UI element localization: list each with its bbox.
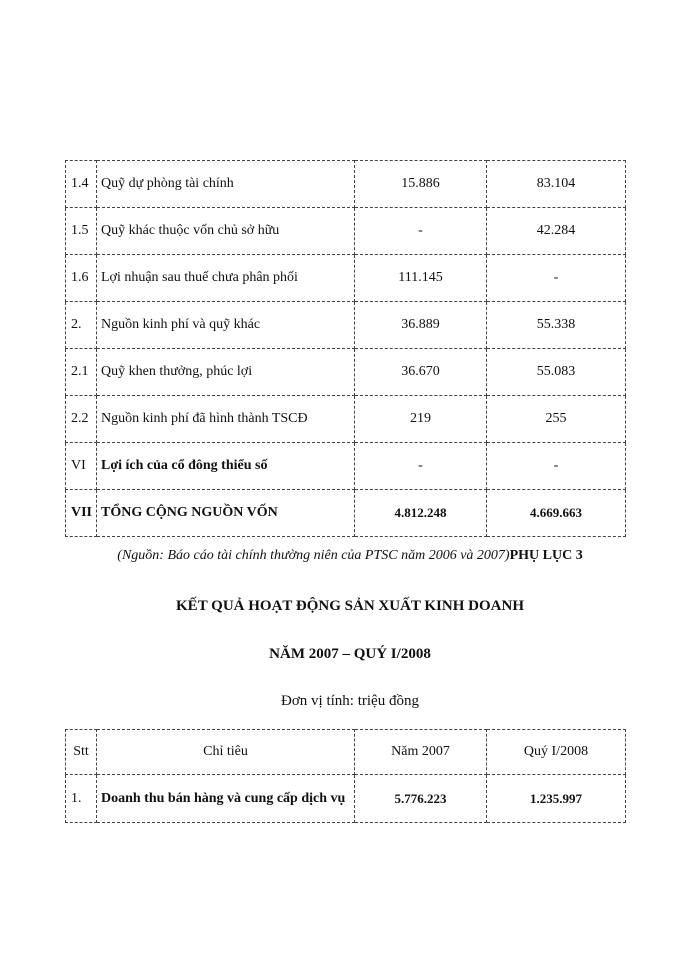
row-label: Doanh thu bán hàng và cung cấp dịch vụ [97,775,355,823]
table-row [66,443,626,490]
appendix-label: PHỤ LỤC 3 [509,548,583,563]
source-note-line [0,548,700,564]
row-value-2006: 219 [355,396,487,443]
row-label: Lợi nhuận sau thuế chưa phân phối [97,255,355,302]
row-stt: 1.4 [66,161,97,208]
header-indicator: Chỉ tiêu [97,730,355,775]
period-title: NĂM 2007 – QUÝ I/2008 [269,646,431,662]
row-value-2006: 36.670 [355,349,487,396]
row-stt: 2.2 [66,396,97,443]
source-note: (Nguồn: Báo cáo tài chính thường niên của PTSC năm 2006 và 2007) [117,548,510,563]
row-value-2007: 55.338 [487,302,626,349]
header-year-2007: Năm 2007 [355,730,487,775]
row-stt: 1. [66,775,97,823]
table-row [66,775,626,823]
table-row [66,349,626,396]
table-row [66,396,626,443]
table-row [66,302,626,349]
row-value-2006: - [355,208,487,255]
table-row [66,255,626,302]
row-value-2007: 255 [487,396,626,443]
section-title: KẾT QUẢ HOẠT ĐỘNG SẢN XUẤT KINH DOANH [176,598,524,614]
row-stt: VII [66,490,97,537]
row-value-2006: 36.889 [355,302,487,349]
table-row-total [66,490,626,537]
row-label: Nguồn kinh phí đã hình thành TSCĐ [97,396,355,443]
capital-sources-table [65,160,626,537]
row-value-2007: 42.284 [487,208,626,255]
row-stt: 2.1 [66,349,97,396]
row-label: Quỹ khác thuộc vốn chủ sở hữu [97,208,355,255]
row-value-q1-2008: 1.235.997 [487,775,626,823]
row-label: Nguồn kinh phí và quỹ khác [97,302,355,349]
row-value-2006: - [355,443,487,490]
table-header-row [66,730,626,775]
row-value-2007: 55.083 [487,349,626,396]
row-stt: VI [66,443,97,490]
row-label: Quỹ khen thưởng, phúc lợi [97,349,355,396]
row-value-2007: - [487,443,626,490]
row-stt: 1.6 [66,255,97,302]
table-row [66,161,626,208]
business-results-table [65,729,626,823]
table-row [66,208,626,255]
unit-note: Đơn vị tính: triệu đồng [281,693,419,709]
row-stt: 1.5 [66,208,97,255]
row-value-2007: 5.776.223 [355,775,487,823]
row-value-2006: 15.886 [355,161,487,208]
row-value-2006: 4.812.248 [355,490,487,537]
row-label: TỔNG CỘNG NGUỒN VỐN [97,490,355,537]
header-q1-2008: Quý I/2008 [487,730,626,775]
row-value-2007: 83.104 [487,161,626,208]
row-stt: 2. [66,302,97,349]
row-value-2007: 4.669.663 [487,490,626,537]
row-value-2007: - [487,255,626,302]
row-value-2006: 111.145 [355,255,487,302]
row-label: Quỹ dự phòng tài chính [97,161,355,208]
row-label: Lợi ích của cổ đông thiểu số [97,443,355,490]
header-stt: Stt [66,730,97,775]
